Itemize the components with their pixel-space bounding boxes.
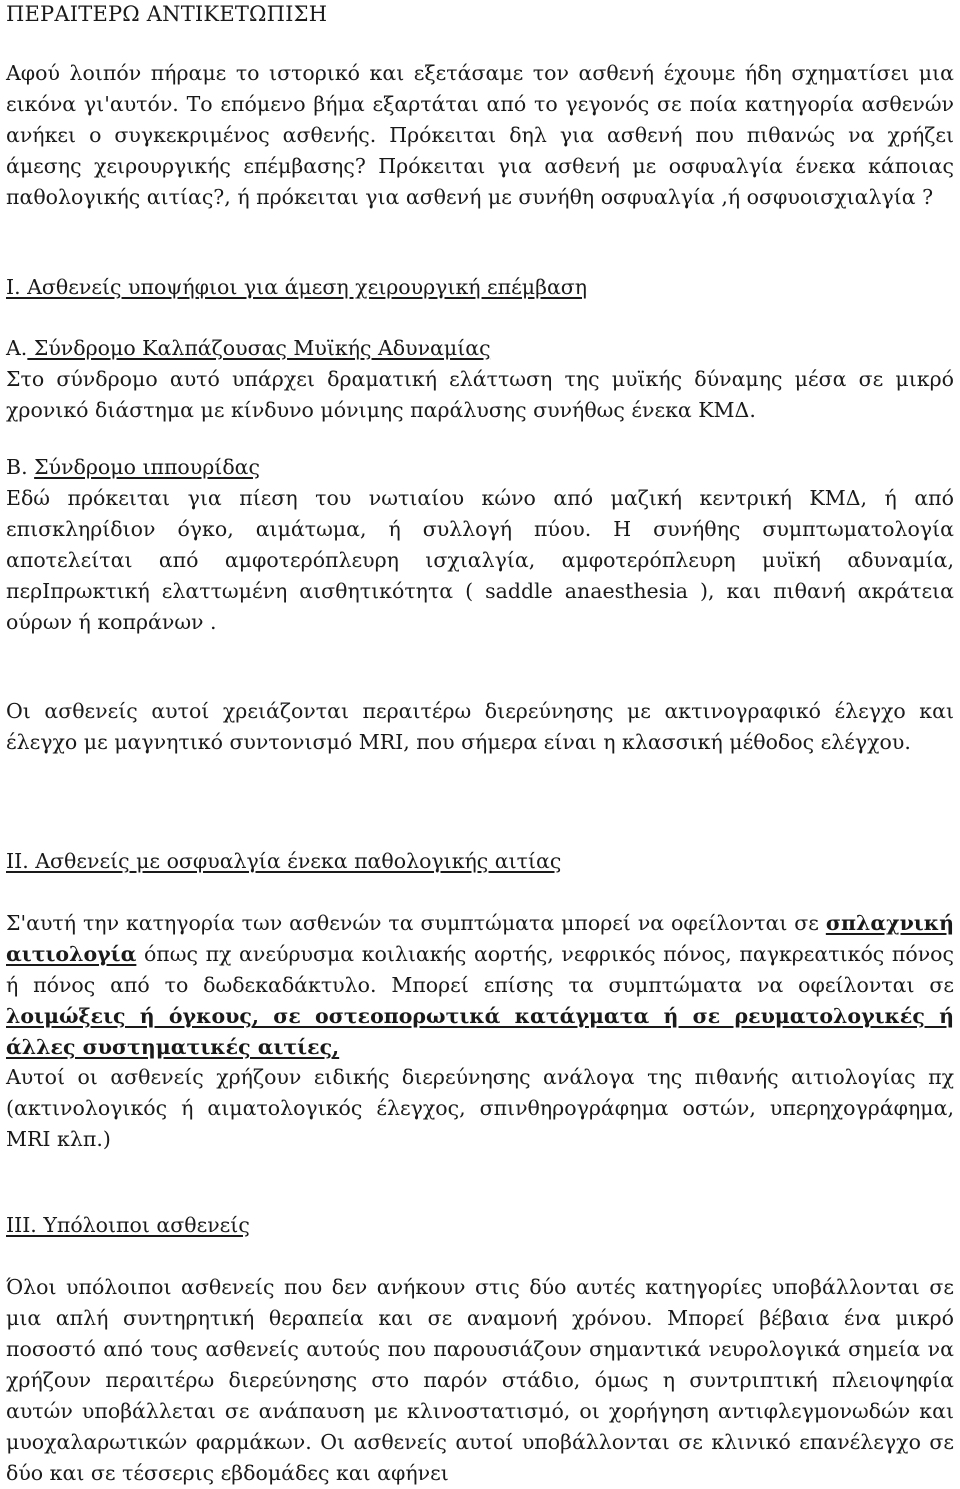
visceral-cause-term: σπλαχνική αιτιολογία bbox=[6, 911, 954, 966]
subsection-a-heading bbox=[6, 333, 491, 364]
subsection-a-prefix: Α. bbox=[6, 336, 28, 360]
subsection-b-prefix: Β. bbox=[6, 455, 35, 479]
subsection-a-text: Στο σύνδρομο αυτό υπάρχει δραματική ελάττωση της μυϊκής δύναμης μέσα σε μικρό χρονικό διάστημα με κίνδυνο μόνιμης παράλυσης συνήθως ένεκα ΚΜΔ. bbox=[6, 367, 954, 422]
section-1-heading: Ι. Ασθενείς υποψήφιοι για άμεση χειρουργική επέμβαση bbox=[6, 275, 588, 299]
subsection-b-heading bbox=[6, 452, 260, 483]
section-1-followup: Οι ασθενείς αυτοί χρειάζονται περαιτέρω διερεύνησης με ακτινογραφικό έλεγχο και έλεγχο με μαγνητικό συντονισμό MRI, που σήμερα είναι η κλασσική μέθοδος ελέγχου. bbox=[6, 699, 954, 754]
section-2-text-start: Σ'αυτή την κατηγορία των ασθενών τα συμπτώματα μπορεί να οφείλονται σε bbox=[6, 911, 826, 935]
section-3-heading: ΙΙΙ. Υπόλοιποι ασθενείς bbox=[6, 1213, 250, 1237]
subsection-a-title: Σύνδρομο Καλπάζουσας Μυϊκής Αδυναμίας bbox=[27, 336, 491, 360]
page-title: ΠΕΡΑΙΤΕΡΩ ΑΝΤΙΚΕΤΩΠΙΣΗ bbox=[6, 2, 328, 26]
intro-paragraph: Αφού λοιπόν πήραμε το ιστορικό και εξετάσαμε τον ασθενή έχουμε ήδη σχηματίσει μια εικόνα γι'αυτόν. Το επόμενο βήμα εξαρτάται από το γεγονός σε ποία κατηγορία ασθενών ανήκει ο συγκεκριμένος ασθενής. Πρόκειται δηλ για ασθενή που πιθανώς να χρήζει άμεσης χειρουργικής επέμβασης? Πρόκειται για ασθενή με οσφυαλγία ένεκα κάποιας παθολογικής αιτίας?, ή πρόκειται για ασθενή με συνήθη οσφυαλγία ,ή οσφυοισχιαλγία ? bbox=[6, 61, 954, 209]
section-2-paragraph-1 bbox=[6, 908, 954, 1063]
section-2-paragraph-2: Αυτοί οι ασθενείς χρήζουν ειδικής διερεύνησης ανάλογα της πιθανής αιτιολογίας πχ (ακτινολογικός ή αιματολογικός έλεγχος, σπινθηρογράφημα οστών, υπερηχογράφημα, MRI κλπ.) bbox=[6, 1065, 954, 1151]
other-causes-term: λοιμώξεις ή όγκους, σε οστεοπορωτικά κατάγματα ή σε ρευματολογικές ή άλλες συστηματικές αιτίες, bbox=[6, 1004, 954, 1059]
subsection-b-title: Σύνδρομο ιππουρίδας bbox=[34, 455, 260, 479]
section-3-paragraph: Όλοι υπόλοιποι ασθενείς που δεν ανήκουν στις δύο αυτές κατηγορίες υποβάλλονται σε μια απλή συντηρητική θεραπεία και σε αναμονή χρόνου. Μπορεί βέβαια ένα μικρό ποσοστό από τους ασθενείς αυτούς που παρουσιάζουν σημαντικά νευρολογικά σημεία να χρήζουν περαιτέρω διερεύνησης στο παρόν στάδιο, όμως η συντριπτική πλειοψηφία αυτών υποβάλλεται σε ανάπαυση με κλινοστατισμό, οι χορήγηση αντιφλεγμονωδών και μυοχαλαρωτικών φαρμάκων. Οι ασθενείς αυτοί υποβάλλονται σε κλινικό επανέλεγχο σε δύο και σε τέσσερις εβδομάδες και αφήνει bbox=[6, 1275, 954, 1485]
section-2-text-mid: όπως πχ ανεύρυσμα κοιλιακής αορτής, νεφρικός πόνος, παγκρεατικός πόνος ή πόνος από το δωδεκαδάκτυλο. Μπορεί επίσης τα συμπτώματα να οφείλονται σε bbox=[6, 942, 954, 997]
section-2-heading: ΙΙ. Ασθενείς με οσφυαλγία ένεκα παθολογικής αιτίας bbox=[6, 849, 562, 873]
subsection-b-text: Εδώ πρόκειται για πίεση του νωτιαίου κώνο από μαζική κεντρική ΚΜΔ, ή από επισκληρίδιον όγκο, αιμάτωμα, ή συλλογή πύου. Η συνήθης συμπτωματολογία αποτελείται από αμφοτερόπλευρη ισχιαλγία, αμφοτερόπλευρη μυϊκή αδυναμία, περΙπρωκτική ελαττωμένη αισθητικότητα ( saddle anaesthesia ), και πιθανή ακράτεια ούρων ή κοπράνων . bbox=[6, 486, 954, 634]
